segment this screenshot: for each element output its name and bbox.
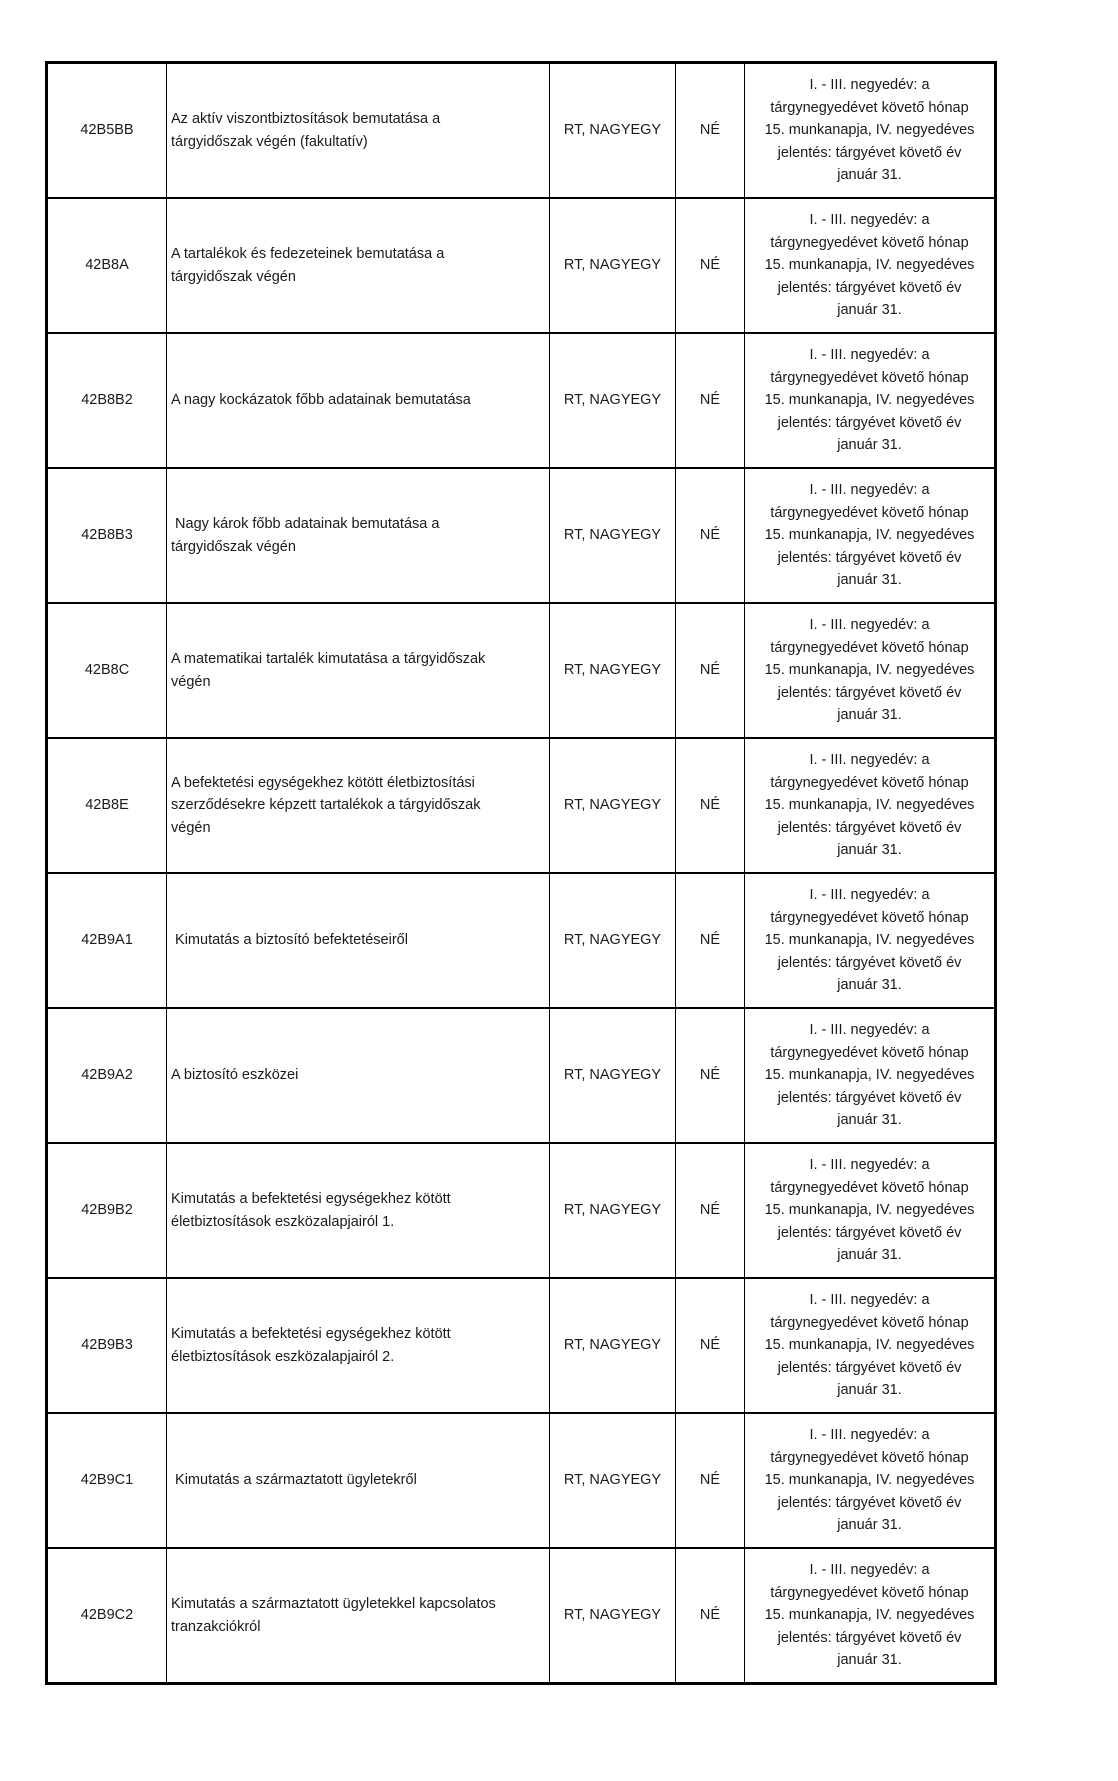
- institution-type-cell: RT, NAGYEGY: [550, 1143, 676, 1278]
- description-line: A biztosító eszközei: [171, 1067, 299, 1084]
- institution-type-cell: RT, NAGYEGY: [550, 1008, 676, 1143]
- deadline-cell: [745, 63, 996, 199]
- institution-type-cell: RT, NAGYEGY: [550, 603, 676, 738]
- table-row: [47, 1278, 996, 1413]
- institution-type-cell: RT, NAGYEGY: [550, 738, 676, 873]
- description-line: Kimutatás a biztosító befektetéseiről: [171, 932, 408, 949]
- deadline-cell: [745, 1143, 996, 1278]
- description-line: szerződésekre képzett tartalékok a tárgyidőszak: [171, 797, 481, 814]
- report-code-cell: 42B8B3: [47, 468, 167, 603]
- deadline-line: január 31.: [837, 1652, 902, 1669]
- deadline-line: január 31.: [837, 977, 902, 994]
- report-description-cell: [167, 198, 550, 333]
- table-row: [47, 1413, 996, 1548]
- institution-type-cell: RT, NAGYEGY: [550, 198, 676, 333]
- deadline-line: 15. munkanapja, IV. negyedéves: [764, 1607, 975, 1624]
- deadline-line: I. - III. negyedév: a: [809, 212, 930, 229]
- frequency-flag-cell: NÉ: [676, 1008, 745, 1143]
- report-description-cell: [167, 603, 550, 738]
- description-line: tranzakciókról: [171, 1618, 261, 1635]
- deadline-line: tárgynegyedévet követő hónap: [770, 1179, 969, 1196]
- deadline-line: tárgynegyedévet követő hónap: [770, 1044, 969, 1061]
- deadline-line: 15. munkanapja, IV. negyedéves: [764, 1067, 975, 1084]
- report-table: [45, 61, 997, 1685]
- description-line: végén: [171, 819, 211, 836]
- deadline-line: I. - III. negyedév: a: [809, 887, 930, 904]
- deadline-cell: [745, 1548, 996, 1684]
- description-line: tárgyidőszak végén (fakultatív): [171, 133, 368, 150]
- report-description-cell: [167, 1413, 550, 1548]
- description-line: tárgyidőszak végén: [171, 268, 296, 285]
- deadline-line: 15. munkanapja, IV. negyedéves: [764, 932, 975, 949]
- description-line: Kimutatás a származtatott ügyletekről: [171, 1472, 417, 1489]
- deadline-line: I. - III. negyedév: a: [809, 1562, 930, 1579]
- report-description-cell: [167, 1008, 550, 1143]
- institution-type-cell: RT, NAGYEGY: [550, 63, 676, 199]
- description-line: végén: [171, 673, 211, 690]
- deadline-cell: [745, 333, 996, 468]
- frequency-flag-cell: NÉ: [676, 333, 745, 468]
- deadline-line: I. - III. negyedév: a: [809, 752, 930, 769]
- frequency-flag-cell: NÉ: [676, 1548, 745, 1684]
- deadline-cell: [745, 1278, 996, 1413]
- report-code-cell: 42B9A2: [47, 1008, 167, 1143]
- frequency-flag-cell: NÉ: [676, 468, 745, 603]
- deadline-line: I. - III. negyedév: a: [809, 1292, 930, 1309]
- deadline-line: 15. munkanapja, IV. negyedéves: [764, 392, 975, 409]
- report-description-cell: [167, 1278, 550, 1413]
- frequency-flag-cell: NÉ: [676, 873, 745, 1008]
- deadline-line: jelentés: tárgyévet követő év: [777, 819, 962, 836]
- report-code-cell: 42B9C1: [47, 1413, 167, 1548]
- deadline-line: tárgynegyedévet követő hónap: [770, 909, 969, 926]
- deadline-line: tárgynegyedévet követő hónap: [770, 99, 969, 116]
- deadline-line: jelentés: tárgyévet követő év: [777, 279, 962, 296]
- deadline-line: január 31.: [837, 302, 902, 319]
- report-code-cell: 42B8A: [47, 198, 167, 333]
- institution-type-cell: RT, NAGYEGY: [550, 873, 676, 1008]
- deadline-line: január 31.: [837, 437, 902, 454]
- deadline-line: I. - III. negyedév: a: [809, 1022, 930, 1039]
- deadline-line: 15. munkanapja, IV. negyedéves: [764, 1337, 975, 1354]
- deadline-line: 15. munkanapja, IV. negyedéves: [764, 257, 975, 274]
- deadline-line: jelentés: tárgyévet követő év: [777, 954, 962, 971]
- table-row: [47, 198, 996, 333]
- deadline-line: január 31.: [837, 1382, 902, 1399]
- deadline-line: január 31.: [837, 707, 902, 724]
- deadline-line: 15. munkanapja, IV. negyedéves: [764, 1472, 975, 1489]
- report-description-cell: [167, 873, 550, 1008]
- description-line: Az aktív viszontbiztosítások bemutatása a: [171, 111, 441, 127]
- description-line: A tartalékok és fedezeteinek bemutatása a: [171, 246, 445, 262]
- table-row: [47, 1008, 996, 1143]
- deadline-line: I. - III. negyedév: a: [809, 77, 930, 94]
- institution-type-cell: RT, NAGYEGY: [550, 1548, 676, 1684]
- description-line: Kimutatás a befektetési egységekhez kötött: [171, 1191, 451, 1207]
- report-description-cell: [167, 63, 550, 199]
- deadline-line: január 31.: [837, 1517, 902, 1534]
- report-description-cell: [167, 333, 550, 468]
- deadline-line: 15. munkanapja, IV. negyedéves: [764, 662, 975, 679]
- description-line: életbiztosítások eszközalapjairól 1.: [171, 1213, 395, 1230]
- frequency-flag-cell: NÉ: [676, 1143, 745, 1278]
- description-line: Kimutatás a befektetési egységekhez kötött: [171, 1326, 451, 1342]
- report-description-cell: [167, 1548, 550, 1684]
- deadline-line: jelentés: tárgyévet követő év: [777, 414, 962, 431]
- table-row: [47, 468, 996, 603]
- deadline-line: január 31.: [837, 1247, 902, 1264]
- deadline-line: I. - III. negyedév: a: [809, 482, 930, 499]
- deadline-cell: [745, 603, 996, 738]
- deadline-cell: [745, 468, 996, 603]
- deadline-line: január 31.: [837, 167, 902, 184]
- deadline-line: 15. munkanapja, IV. negyedéves: [764, 122, 975, 139]
- report-code-cell: 42B9C2: [47, 1548, 167, 1684]
- report-code-cell: 42B9B2: [47, 1143, 167, 1278]
- frequency-flag-cell: NÉ: [676, 1278, 745, 1413]
- deadline-line: január 31.: [837, 842, 902, 859]
- deadline-line: jelentés: tárgyévet követő év: [777, 1359, 962, 1376]
- deadline-line: tárgynegyedévet követő hónap: [770, 234, 969, 251]
- description-line: A nagy kockázatok főbb adatainak bemutatása: [171, 392, 471, 409]
- table-row: [47, 873, 996, 1008]
- deadline-line: tárgynegyedévet követő hónap: [770, 1449, 969, 1466]
- deadline-line: tárgynegyedévet követő hónap: [770, 639, 969, 656]
- report-code-cell: 42B8B2: [47, 333, 167, 468]
- frequency-flag-cell: NÉ: [676, 603, 745, 738]
- deadline-line: január 31.: [837, 572, 902, 589]
- deadline-cell: [745, 738, 996, 873]
- description-line: Kimutatás a származtatott ügyletekkel kapcsolatos: [171, 1596, 496, 1612]
- report-code-cell: 42B5BB: [47, 63, 167, 199]
- deadline-line: 15. munkanapja, IV. negyedéves: [764, 527, 975, 544]
- deadline-line: I. - III. negyedév: a: [809, 1427, 930, 1444]
- deadline-cell: [745, 1413, 996, 1548]
- deadline-line: tárgynegyedévet követő hónap: [770, 774, 969, 791]
- deadline-line: jelentés: tárgyévet követő év: [777, 144, 962, 161]
- institution-type-cell: RT, NAGYEGY: [550, 1278, 676, 1413]
- report-code-cell: 42B8E: [47, 738, 167, 873]
- description-line: Nagy károk főbb adatainak bemutatása a: [171, 516, 440, 532]
- deadline-cell: [745, 873, 996, 1008]
- frequency-flag-cell: NÉ: [676, 1413, 745, 1548]
- table-row: [47, 738, 996, 873]
- report-description-cell: [167, 468, 550, 603]
- deadline-line: jelentés: tárgyévet követő év: [777, 1629, 962, 1646]
- deadline-cell: [745, 1008, 996, 1143]
- deadline-line: jelentés: tárgyévet követő év: [777, 684, 962, 701]
- frequency-flag-cell: NÉ: [676, 198, 745, 333]
- report-table-body: [47, 63, 996, 1684]
- report-description-cell: [167, 1143, 550, 1278]
- deadline-line: jelentés: tárgyévet követő év: [777, 1089, 962, 1106]
- deadline-line: I. - III. negyedév: a: [809, 1157, 930, 1174]
- institution-type-cell: RT, NAGYEGY: [550, 1413, 676, 1548]
- frequency-flag-cell: NÉ: [676, 63, 745, 199]
- deadline-line: jelentés: tárgyévet követő év: [777, 1224, 962, 1241]
- table-row: [47, 603, 996, 738]
- deadline-cell: [745, 198, 996, 333]
- table-row: [47, 63, 996, 199]
- table-row: [47, 1548, 996, 1684]
- deadline-line: január 31.: [837, 1112, 902, 1129]
- table-row: [47, 333, 996, 468]
- institution-type-cell: RT, NAGYEGY: [550, 333, 676, 468]
- deadline-line: tárgynegyedévet követő hónap: [770, 369, 969, 386]
- deadline-line: jelentés: tárgyévet követő év: [777, 549, 962, 566]
- deadline-line: jelentés: tárgyévet követő év: [777, 1494, 962, 1511]
- deadline-line: tárgynegyedévet követő hónap: [770, 504, 969, 521]
- institution-type-cell: RT, NAGYEGY: [550, 468, 676, 603]
- description-line: életbiztosítások eszközalapjairól 2.: [171, 1348, 395, 1365]
- description-line: A matematikai tartalék kimutatása a tárgyidőszak: [171, 651, 486, 667]
- table-row: [47, 1143, 996, 1278]
- report-code-cell: 42B9A1: [47, 873, 167, 1008]
- deadline-line: 15. munkanapja, IV. negyedéves: [764, 1202, 975, 1219]
- deadline-line: tárgynegyedévet követő hónap: [770, 1584, 969, 1601]
- deadline-line: I. - III. negyedév: a: [809, 347, 930, 364]
- report-code-cell: 42B9B3: [47, 1278, 167, 1413]
- report-code-cell: 42B8C: [47, 603, 167, 738]
- deadline-line: tárgynegyedévet követő hónap: [770, 1314, 969, 1331]
- report-description-cell: [167, 738, 550, 873]
- deadline-line: I. - III. negyedév: a: [809, 617, 930, 634]
- description-line: tárgyidőszak végén: [171, 538, 296, 555]
- deadline-line: 15. munkanapja, IV. negyedéves: [764, 797, 975, 814]
- description-line: A befektetési egységekhez kötött életbiztosítási: [171, 774, 475, 791]
- frequency-flag-cell: NÉ: [676, 738, 745, 873]
